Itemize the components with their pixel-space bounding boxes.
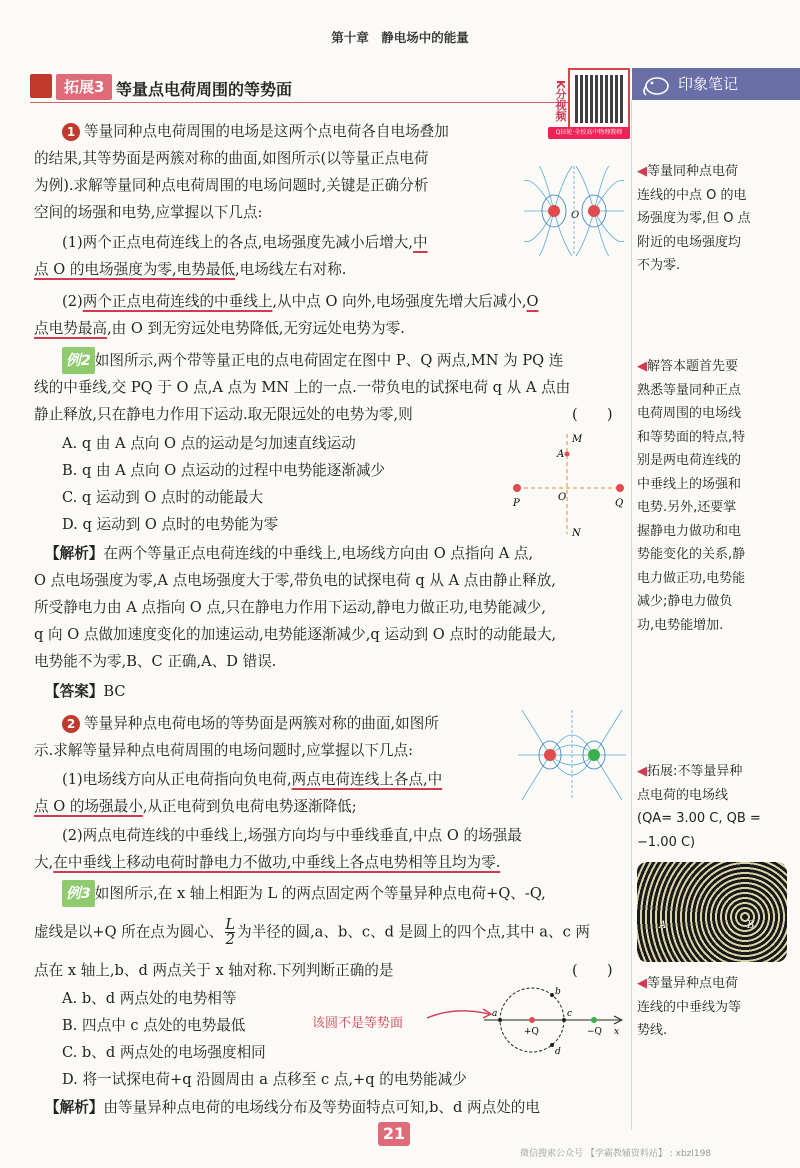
example2-analysis-line4: q 向 O 点做加速度变化的加速运动,电势能逐渐减少,q 运动到 O 点时的动能最大,: [34, 626, 557, 643]
unlike-charges-field-figure: [518, 710, 626, 800]
section2-number: 2: [62, 715, 80, 733]
answer-label: 【答案】: [45, 683, 104, 700]
example2-answer: 【答案】BC: [45, 683, 126, 700]
example2-analysis-line2: O 点电场强度为零,A 点电场强度大于零,带负电的试探电荷 q 从 A 点由静止释放,: [34, 572, 556, 589]
notes-tab-label: 印象笔记: [678, 75, 739, 93]
side-note-3: ◀拓展:不等量异种 点电荷的电场线 (QA= 3.00 C, QB = −1.00 C): [637, 764, 761, 850]
side-note-2: ◀解答本题首先要 熟悉等量同种正点 电荷周围的电场线 和等势面的特点,特 别是两电荷连线的 中垂线上的场强和 电势.另外,还要掌 握静电力做功和电 势能变化的关系,静 电力做正功,电势能 减少;静电力做负 功,电势能增加.: [637, 359, 746, 633]
label-m: M: [572, 434, 583, 445]
example3-option-c[interactable]: C. b、d 两点处的电场强度相同: [62, 1044, 266, 1061]
label-c: c: [567, 1009, 573, 1019]
example2-option-b[interactable]: B. q 由 A 点向 O 点运动的过程中电势能逐渐减少: [62, 462, 386, 479]
example2-tag: 例2: [62, 347, 95, 374]
label-d: d: [555, 1047, 561, 1056]
section1-point2: (2)两个正点电荷连线的中垂线上,从中点 O 向外,电场强度先增大后减小,O: [62, 293, 539, 310]
example3-option-d[interactable]: D. 将一试探电荷+q 沿圆周由 a 点移至 c 点,+q 的电势能减少: [62, 1071, 467, 1088]
section1-line4: 空间的场强和电势,应掌握以下几点:: [34, 204, 263, 221]
label-q: Q: [615, 498, 624, 509]
label-b: b: [555, 987, 561, 997]
example3-figure: [484, 984, 626, 1056]
side-note-1: ◀等量同种点电荷 连线的中点 O 的电 场强度为零,但 O 点 附近的电场强度均 不为零.: [637, 164, 751, 273]
side-note-4: ◀等量异种点电荷 连线的中垂线为等 势线.: [637, 976, 742, 1038]
book-icon: [30, 74, 52, 98]
label-a: A: [557, 449, 565, 460]
example2-line3: 静止释放,只在静电力作用下运动.取无限远处的电势为零,则: [34, 406, 413, 423]
example2-analysis-line3: 所受静电力由 A 点指向 O 点,只在静电力作用下运动,静电力做正功,电势能减少,: [34, 599, 547, 616]
example2-analysis-line5: 电势能不为零,B、C 正确,A、D 错误.: [34, 653, 277, 670]
section1-point2-cont: 点电势最高,由 O 到无穷远处电势降低,无穷远处电势为零.: [34, 320, 405, 337]
example2-bracket: ( ): [572, 406, 613, 423]
section1-point1-cont: 点 O 的电场强度为零,电势最低,电场线左右对称.: [34, 261, 347, 278]
section2-line1: 2 等量异种点电荷电场的等势面是两簇对称的曲面,如图所: [62, 710, 439, 737]
example2-line2: 线的中垂线,交 PQ 于 O 点,A 点为 MN 上的一点.一带负电的试探电荷 q 从 A 点由: [34, 379, 571, 396]
label-n: N: [572, 528, 581, 539]
label-minus-q: −Q: [587, 1027, 602, 1037]
footer-watermark: 微信搜索公众号 【学霸教辅资料站】 : xbzl198: [520, 1149, 712, 1159]
analysis-label-2: 【解析】: [45, 1099, 104, 1116]
section1-line1: 1 等量同种点电荷周围的电场是这两个点电荷各自电场叠加: [62, 118, 449, 145]
example3-option-b[interactable]: B. 四点中 c 点处的电势最低: [62, 1017, 246, 1034]
section2-point2-cont: 大,在中垂线上移动电荷时静电力不做功,中垂线上各点电势相等且均为零.: [34, 854, 501, 871]
example3-line2: 虚线是以+Q 所在点为圆心、 $\frac{L}{2}$ 为半径的圆,a、b、c、d 是圆上的四个点,其中 a、c 两: [34, 916, 590, 948]
label-a-small: a: [492, 1009, 498, 1019]
example2-option-d[interactable]: D. q 运动到 O 点时的电势能为零: [62, 516, 279, 533]
chapter-header: 第十章 静电场中的能量: [331, 30, 469, 45]
qr-code[interactable]: [568, 68, 630, 130]
example2-line1: 例2 如图所示,两个带等量正电的点电荷固定在图中 P、Q 两点,MN 为 PQ 连: [62, 347, 563, 374]
svg-text:O: O: [571, 210, 580, 221]
example3-option-a[interactable]: A. b、d 两点处的电势相等: [62, 990, 237, 1007]
photo-label-a: A: [659, 920, 667, 931]
margin-divider: [631, 100, 632, 1130]
example3-analysis: 【解析】由等量异种点电荷的电场线分布及等势面特点可知,b、d 两点处的电: [45, 1099, 540, 1116]
example2-option-c[interactable]: C. q 运动到 O 点时的动能最大: [62, 489, 264, 506]
section1-point1: (1)两个正点电荷连线上的各点,电场强度先减小后增大,中: [62, 234, 428, 251]
topic-title: 等量点电荷周围的等势面: [116, 80, 293, 99]
section2-point1: (1)电场线方向从正电荷指向负电荷,两点电荷连线上各点,中: [62, 771, 443, 788]
label-p: P: [513, 498, 520, 509]
section1-number: 1: [62, 123, 80, 141]
qr-caption: Q拉轮·全校高中物理教师: [548, 127, 630, 139]
elephant-icon: [640, 70, 674, 98]
page-number: 21: [378, 1122, 410, 1146]
field-lines-photo: [637, 862, 787, 962]
topic-label: 拓展3: [56, 74, 112, 100]
handwritten-note: 该圆不是等势面: [312, 1016, 404, 1031]
section2-point2: (2)两点电荷连线的中垂线上,场强方向均与中垂线垂直,中点 O 的场强最: [62, 827, 522, 844]
label-x: x: [614, 1027, 620, 1037]
example3-tag: 例3: [62, 880, 95, 907]
section1-line2: 的结果,其等势面是两簇对称的曲面,如图所示(以等量正点电荷: [34, 150, 429, 167]
photo-label-b: B: [747, 920, 755, 931]
example3-line1: 例3 如图所示,在 x 轴上相距为 L 的两点固定两个等量异种点电荷+Q、-Q,: [62, 880, 546, 907]
example3-line3: 点在 x 轴上,b、d 两点关于 x 轴对称.下列判断正确的是: [34, 962, 394, 979]
analysis-label: 【解析】: [45, 545, 104, 562]
label-o: O: [558, 492, 567, 503]
example2-figure: [505, 430, 630, 540]
section2-point1-cont: 点 O 的场强最小,从正电荷到负电荷电势逐渐降低;: [34, 798, 357, 815]
label-plus-q: +Q: [524, 1027, 539, 1037]
example2-option-a[interactable]: A. q 由 A 点向 O 点的运动是匀加速直线运动: [62, 435, 356, 452]
example3-bracket: ( ): [572, 962, 613, 979]
section1-line3: 为例).求解等量同种点电荷周围的电场问题时,关键是正确分析: [34, 177, 429, 194]
video-badge: K分视频: [554, 80, 567, 122]
like-charges-field-figure: [524, 166, 624, 256]
section2-line2: 示.求解等量异种点电荷周围的电场问题时,应掌握以下几点:: [34, 742, 414, 759]
example2-analysis-line1: 【解析】在两个等量正点电荷连线的中垂线上,电场线方向由 O 点指向 A 点,: [45, 545, 534, 562]
